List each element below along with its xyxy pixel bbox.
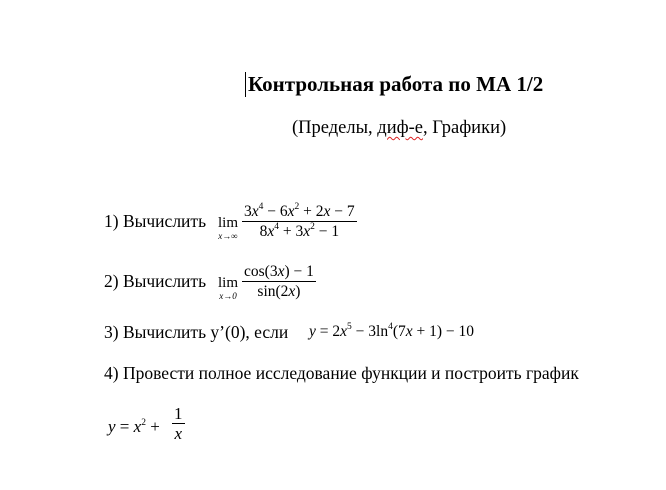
task-1-label: 1) Вычислить bbox=[104, 211, 207, 231]
subtitle-open: (Пределы, bbox=[292, 118, 378, 138]
task-1-denominator: $8x^4 + 3x^2 - 1$ bbox=[259, 222, 340, 240]
task-3-label: 3) Вычислить y’(0), если bbox=[104, 322, 289, 342]
task-1-numerator: $3x^4 - 6x^2 + 2x - 7$ bbox=[244, 202, 355, 220]
task-4-label: 4) Провести полное исследование функции и построить график bbox=[104, 363, 579, 383]
task-1-fraction bbox=[242, 202, 357, 241]
lim-word: lim bbox=[217, 215, 238, 231]
task-4-formula-lhs: $y = x^2$ + bbox=[108, 417, 160, 436]
task-2-fraction bbox=[242, 262, 316, 301]
task-4-denominator: x bbox=[174, 424, 183, 443]
lim-word: lim bbox=[217, 275, 238, 291]
task-4-numerator: 1 bbox=[174, 404, 183, 423]
lim-subscript: x→0 bbox=[219, 291, 237, 301]
task-3-formula: $y = 2x^5 - 3\ln^4(7x + 1) - 10$ bbox=[309, 322, 475, 340]
task-1-limit bbox=[215, 216, 241, 241]
task-2-limit bbox=[215, 276, 241, 301]
spellcheck-marked-word: диф-е bbox=[377, 118, 423, 138]
text-cursor bbox=[245, 72, 246, 97]
document-subtitle bbox=[292, 118, 506, 139]
task-2-denominator: sin(2x) bbox=[257, 283, 301, 300]
lim-subscript: x→∞ bbox=[218, 231, 238, 241]
task-2-label: 2) Вычислить bbox=[104, 271, 207, 291]
subtitle-close: , Графики) bbox=[422, 118, 507, 138]
task-4-fraction bbox=[172, 404, 185, 443]
task-2-numerator: cos(3x) − 1 bbox=[244, 263, 314, 280]
document-title: Контрольная работа по МА 1/2 bbox=[248, 72, 544, 96]
